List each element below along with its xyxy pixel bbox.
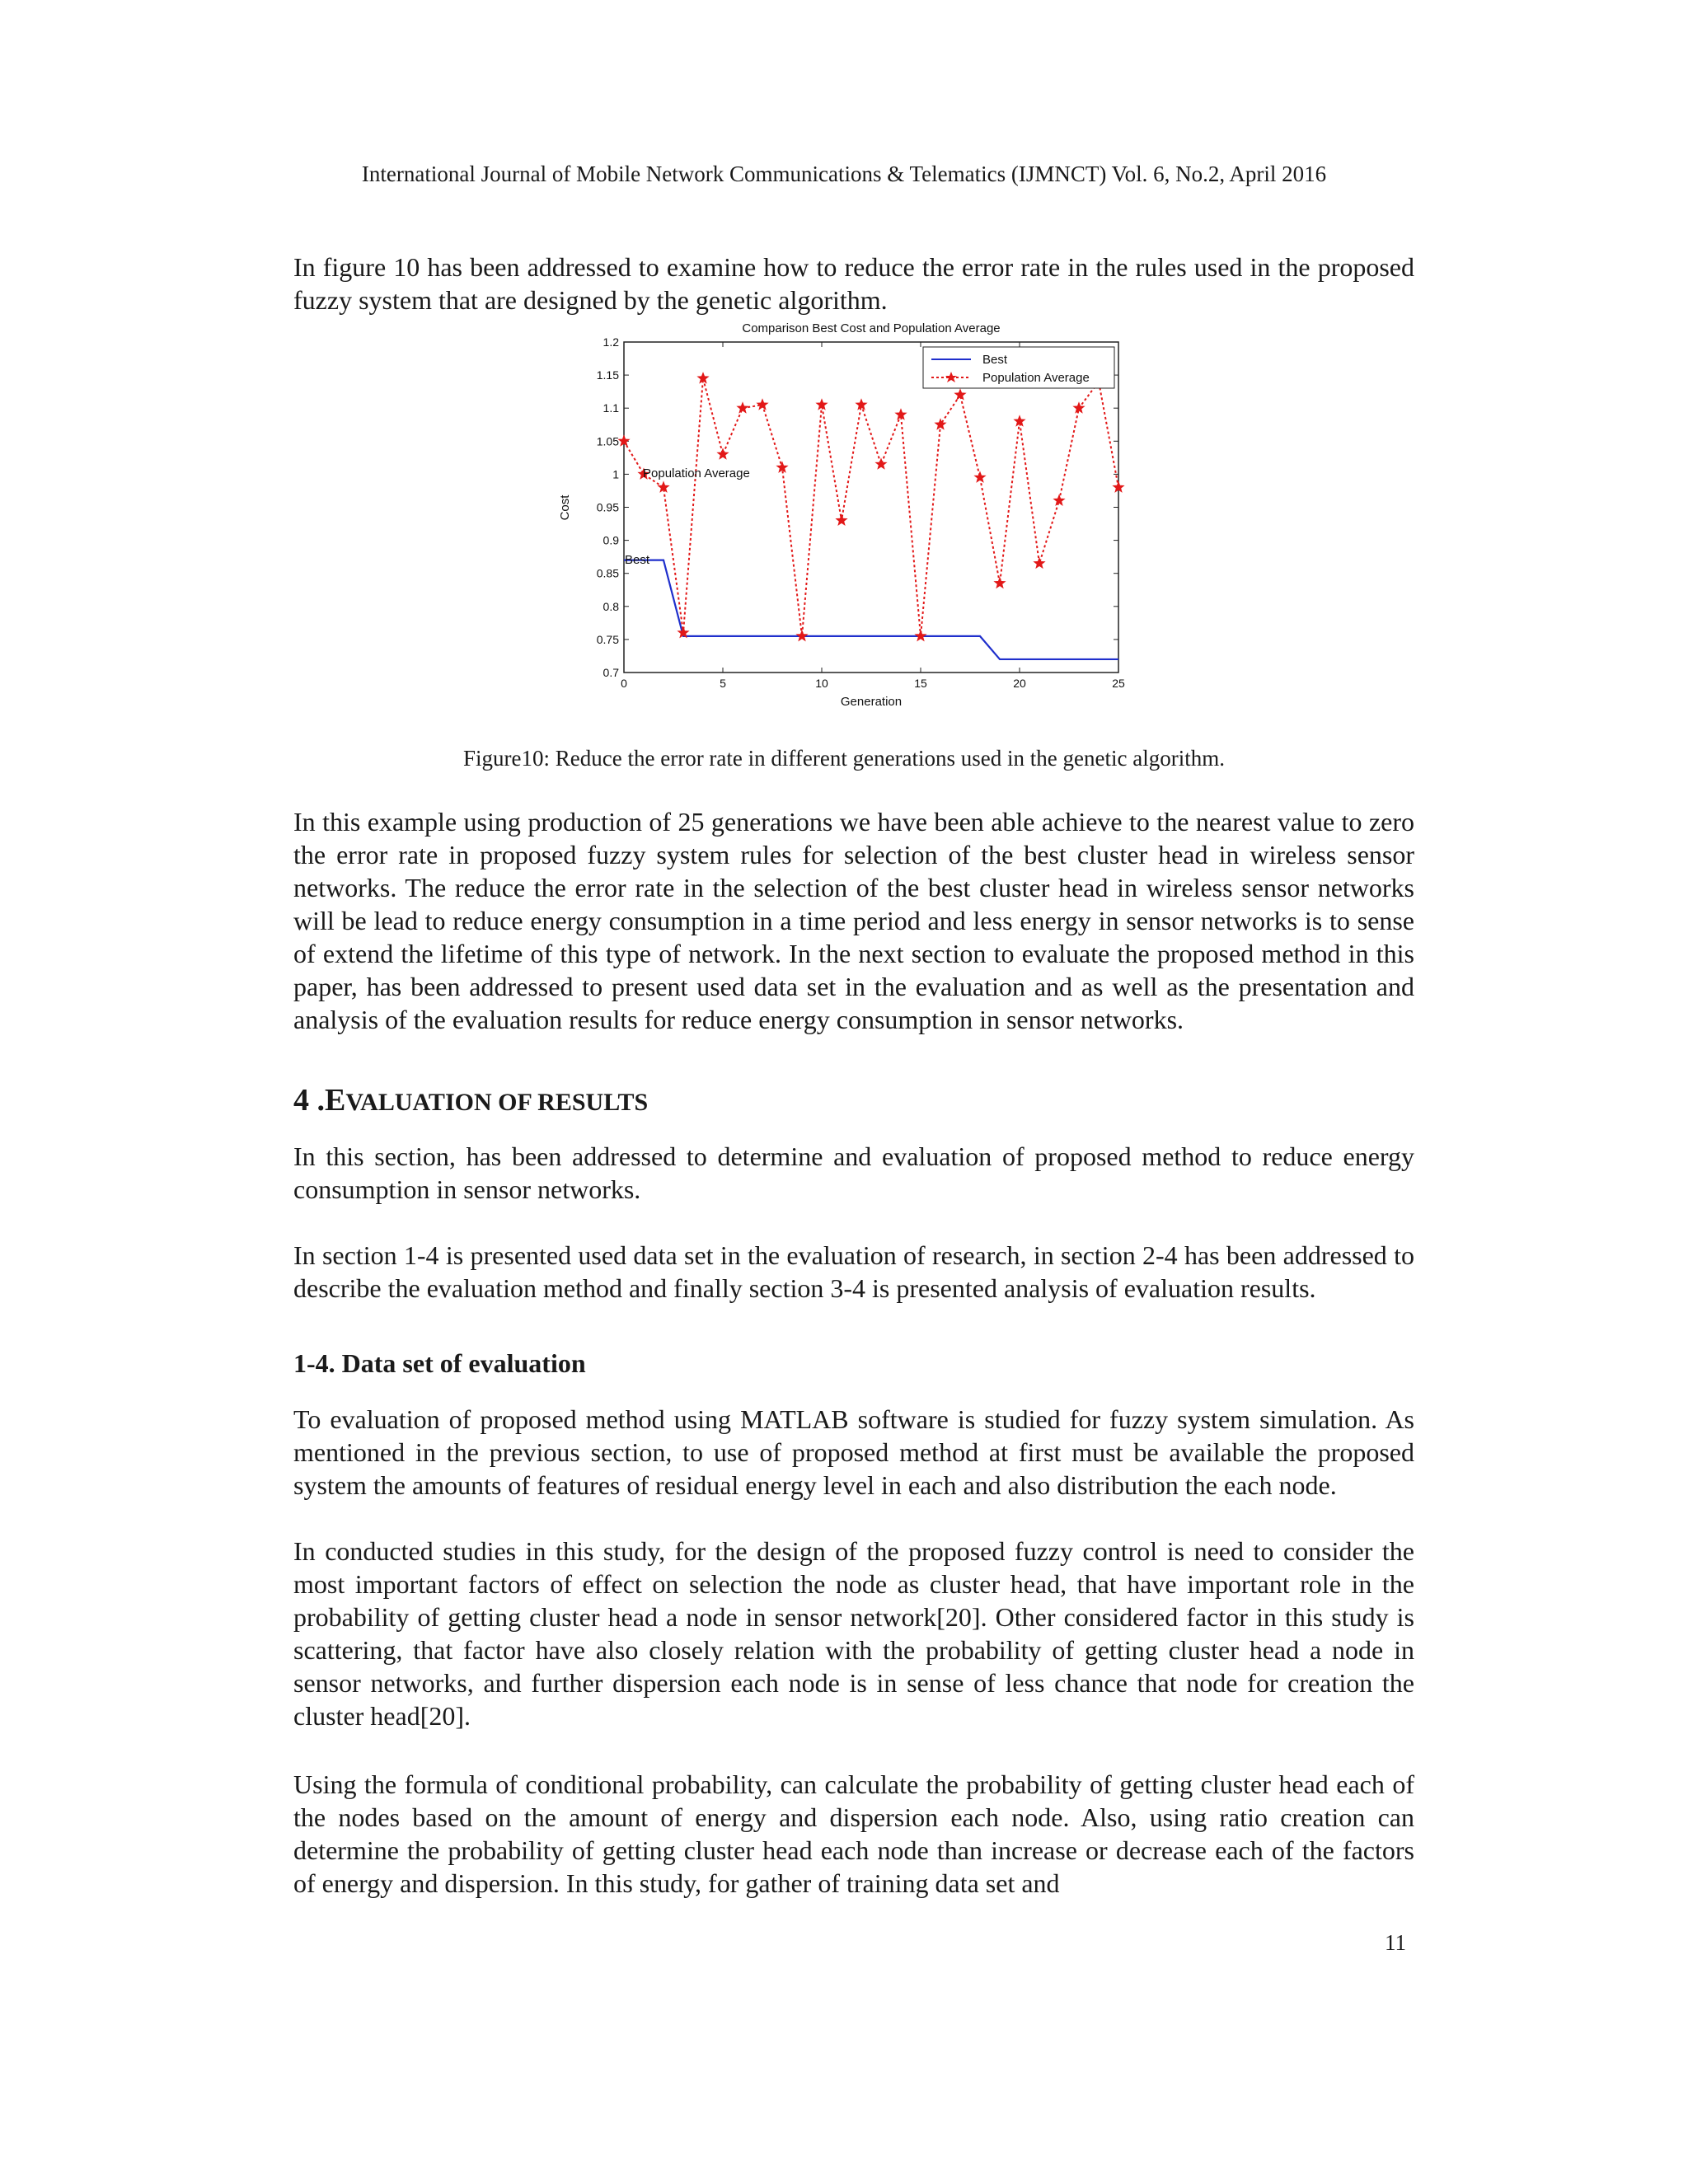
x-tick-label: 10	[815, 677, 828, 690]
x-axis-label: Generation	[840, 695, 903, 709]
y-tick-label: 0.7	[603, 666, 619, 679]
y-tick-label: 1	[612, 467, 619, 481]
subsection-paragraph-1: To evaluation of proposed method using MATLAB software is studied for fuzzy system simulation. As mentioned in the previous section, to use of proposed method at first must be available the proposed system the amounts of features of residual energy level in each and also distribution the each node.	[293, 1404, 1414, 1500]
section-paragraph-2: In section 1-4 is presented used data set in the evaluation of research, in section 2-4 has been addressed to describe the evaluation method and finally section 3-4 is presented analysis of evaluation results.	[293, 1240, 1414, 1303]
section-title-rest: VALUATION OF RESULTS	[345, 1089, 649, 1116]
y-tick-label: 0.8	[603, 599, 619, 613]
y-tick-label: 1.05	[596, 434, 619, 448]
y-tick-label: 0.85	[596, 566, 619, 580]
x-tick-label: 15	[914, 677, 927, 690]
x-tick-label: 25	[1112, 677, 1125, 690]
figure-caption: Figure10: Reduce the error rate in different generations used in the genetic algorithm.	[463, 746, 1225, 771]
y-tick-label: 1.2	[603, 335, 619, 349]
y-tick-label: 1.1	[603, 401, 619, 415]
legend-label-best: Best	[982, 353, 1008, 367]
legend-label-population: Population Average	[982, 371, 1090, 385]
journal-header: International Journal of Mobile Network Communications & Telematics (IJMNCT) Vol. 6, No.2, April 2016	[361, 162, 1327, 186]
legend	[923, 347, 1114, 388]
section-heading	[293, 1082, 648, 1118]
subsection-paragraph-3: Using the formula of conditional probability, can calculate the probability of getting cluster head each of the nodes based on the amount of energy and dispersion each node. Also, using ratio creation can determine the probability of getting cluster head each node than increase or decrease each of the factors of energy and dispersion. In this study, for gather of training data set and	[293, 1769, 1414, 1898]
page-number: 11	[1385, 1930, 1406, 1955]
y-tick-label: 0.95	[596, 500, 619, 514]
plot-area	[624, 342, 1118, 673]
paragraph-after-figure: In this example using production of 25 generations we have been able achieve to the nearest value to zero the error rate in proposed fuzzy system rules for selection of the best cluster head in wireless sensor networks. The reduce the error rate in the selection of the best cluster head in wireless sensor networks will be lead to reduce energy consumption in a time period and less energy in sensor networks is to sense of extend the lifetime of this type of network. In the next section to evaluate the proposed method in this paper, has been addressed to present used data set in the evaluation and as well as the presentation and analysis of the evaluation results for reduce energy consumption in sensor networks.	[293, 807, 1414, 1034]
section-initial: E	[325, 1083, 346, 1118]
chart-title: Comparison Best Cost and Population Average	[742, 321, 1001, 335]
section-number: 4 .	[293, 1083, 325, 1118]
y-tick-label: 0.9	[603, 533, 619, 547]
x-tick-label: 5	[720, 677, 726, 690]
section-paragraph-1: In this section, has been addressed to determine and evaluation of proposed method to reduce energy consumption in sensor networks.	[293, 1141, 1414, 1204]
y-tick-label: 1.15	[596, 368, 619, 382]
subsection-heading: 1-4. Data set of evaluation	[293, 1348, 586, 1378]
y-tick-label: 0.75	[596, 632, 619, 646]
annotation-best: Best	[625, 553, 650, 567]
cost-chart	[552, 316, 1137, 720]
x-tick-label: 0	[621, 677, 627, 690]
annotation-population-average: Population Average	[643, 466, 750, 480]
x-tick-label: 20	[1013, 677, 1026, 690]
y-axis-label: Cost	[558, 494, 572, 521]
subsection-paragraph-2: In conducted studies in this study, for the design of the proposed fuzzy control is need to consider the most important factors of effect on selection the node as cluster head, that have important role in the probability of getting cluster head a node in sensor network[20]. Other considered factor in this study is scattering, that factor have also closely relation with the probability of getting cluster head a node in sensor networks, and further dispersion each node is in sense of less chance that node for creation the cluster head[20].	[293, 1536, 1414, 1731]
intro-paragraph: In figure 10 has been addressed to examine how to reduce the error rate in the rules used in the proposed fuzzy system that are designed by the genetic algorithm.	[293, 252, 1414, 315]
